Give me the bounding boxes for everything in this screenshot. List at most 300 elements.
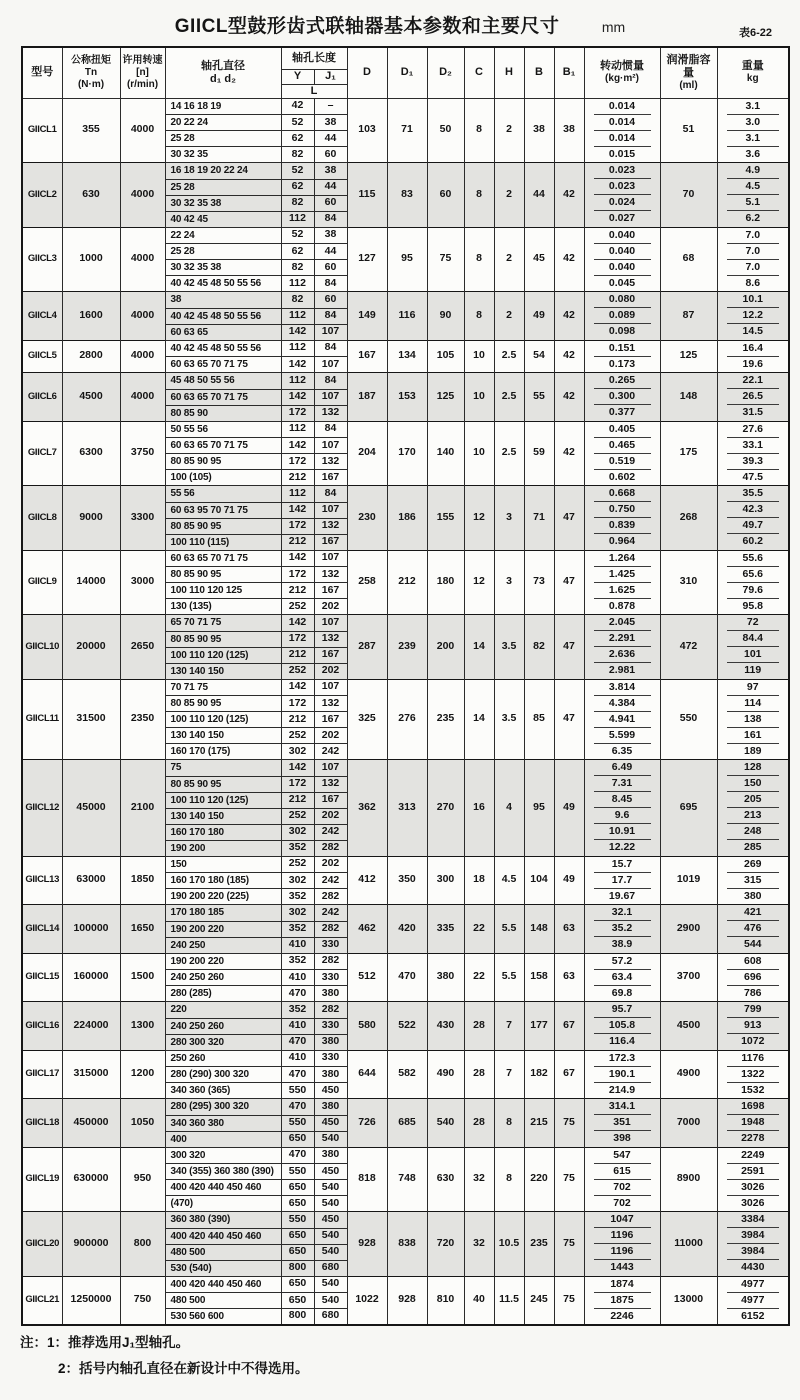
weight-value: 4977: [727, 1293, 780, 1309]
inertia-cell: [584, 1180, 660, 1196]
length-y-cell: 650: [281, 1276, 314, 1293]
weight-value: 7.0: [727, 244, 780, 260]
bore-diameter-cell: (470): [165, 1196, 281, 1212]
table-row: [22, 615, 789, 632]
length-j1-cell: 282: [314, 953, 347, 970]
inertia-value: 0.040: [594, 244, 651, 260]
dim-D1-cell: 83: [387, 163, 427, 228]
weight-value: 2591: [727, 1164, 780, 1180]
inertia-cell: [584, 131, 660, 147]
weight-value: 1176: [727, 1051, 780, 1067]
dim-D1-cell: 350: [387, 856, 427, 905]
weight-value: 2249: [727, 1148, 780, 1164]
header-C: C: [464, 47, 494, 98]
inertia-value: 0.040: [594, 260, 651, 276]
length-y-cell: 172: [281, 405, 314, 421]
speed-cell: 1050: [120, 1099, 165, 1148]
length-j1-cell: 84: [314, 486, 347, 503]
inertia-value: 0.015: [608, 147, 636, 160]
inertia-cell: [584, 1131, 660, 1147]
length-j1-cell: 84: [314, 421, 347, 438]
bore-diameter-cell: 250 260: [165, 1050, 281, 1067]
length-y-cell: 82: [281, 195, 314, 211]
table-row: [22, 1147, 789, 1164]
weight-value: 269: [727, 857, 780, 873]
length-y-cell: 62: [281, 244, 314, 260]
weight-value: 65.6: [727, 567, 780, 583]
bore-diameter-cell: 280 (290) 300 320: [165, 1067, 281, 1083]
bore-diameter-cell: 280 (285): [165, 986, 281, 1002]
length-j1-cell: 450: [314, 1212, 347, 1229]
inertia-value: 1196: [594, 1244, 651, 1260]
inertia-value: 10.91: [594, 824, 651, 840]
inertia-value: 1.264: [594, 551, 651, 567]
weight-cell: [717, 1212, 789, 1229]
model-cell: GIICL2: [22, 163, 62, 228]
length-j1-cell: 107: [314, 550, 347, 567]
length-j1-cell: 132: [314, 567, 347, 583]
weight-value: 150: [727, 776, 780, 792]
dim-D1-cell: 582: [387, 1050, 427, 1099]
inertia-cell: [584, 340, 660, 357]
dim-B-cell: 148: [524, 905, 554, 954]
weight-value: 4.5: [727, 179, 780, 195]
length-y-cell: 172: [281, 631, 314, 647]
weight-cell: [717, 292, 789, 309]
bore-diameter-cell: 300 320: [165, 1147, 281, 1164]
bore-diameter-cell: 38: [165, 292, 281, 309]
weight-value: 39.3: [727, 454, 780, 470]
inertia-value: 8.45: [594, 792, 651, 808]
inertia-value: 702: [613, 1196, 631, 1209]
dim-H-cell: 4.5: [494, 856, 524, 905]
length-j1-cell: 540: [314, 1131, 347, 1147]
speed-cell: 4000: [120, 163, 165, 228]
weight-cell: [717, 227, 789, 244]
inertia-cell: [584, 889, 660, 905]
dim-B-cell: 73: [524, 550, 554, 615]
inertia-cell: [584, 663, 660, 679]
inertia-cell: [584, 679, 660, 696]
grease-cell: 2900: [660, 905, 717, 954]
weight-value: 786: [743, 986, 762, 999]
dim-D-cell: 362: [347, 760, 387, 857]
model-cell: GIICL13: [22, 856, 62, 905]
length-y-cell: 52: [281, 227, 314, 244]
weight-cell: [717, 1164, 789, 1180]
length-y-cell: 550: [281, 1115, 314, 1131]
unit-label: mm: [601, 19, 626, 35]
inertia-value: 0.014: [594, 131, 651, 147]
inertia-value: 5.599: [594, 728, 651, 744]
dim-D2-cell: 335: [427, 905, 464, 954]
dim-H-cell: 8: [494, 1099, 524, 1148]
header-speed: 许用转速 [n] (r/min): [120, 47, 165, 98]
length-j1-cell: 242: [314, 905, 347, 922]
header-D: D: [347, 47, 387, 98]
note-2: 2：括号内轴孔直径在新设计中不得选用。: [58, 1361, 309, 1376]
bore-diameter-cell: 100 110 (115): [165, 534, 281, 550]
inertia-cell: [584, 115, 660, 131]
bore-diameter-cell: 280 (295) 300 320: [165, 1099, 281, 1116]
inertia-value: 0.377: [608, 406, 636, 419]
weight-value: 205: [727, 792, 780, 808]
dim-D2-cell: 490: [427, 1050, 464, 1099]
length-j1-cell: 242: [314, 873, 347, 889]
torque-cell: 31500: [62, 679, 120, 760]
inertia-value: 35.2: [594, 921, 651, 937]
dim-D2-cell: 300: [427, 856, 464, 905]
bore-diameter-cell: 60 63 65: [165, 324, 281, 340]
inertia-value: 19.67: [608, 889, 636, 902]
table-row: [22, 486, 789, 503]
bore-diameter-cell: 80 85 90: [165, 405, 281, 421]
inertia-value: 190.1: [594, 1067, 651, 1083]
inertia-value: 172.3: [594, 1051, 651, 1067]
inertia-value: 38.9: [611, 938, 633, 951]
inertia-value: 0.045: [608, 276, 636, 289]
dim-B1-cell: 42: [554, 340, 584, 373]
length-j1-cell: 38: [314, 115, 347, 131]
inertia-cell: [584, 163, 660, 180]
dim-B-cell: 71: [524, 486, 554, 551]
weight-cell: [717, 889, 789, 905]
length-j1-cell: 450: [314, 1083, 347, 1099]
inertia-cell: [584, 1099, 660, 1116]
bore-diameter-cell: 60 63 65 70 71 75: [165, 389, 281, 405]
weight-value: 4430: [741, 1261, 765, 1274]
inertia-value: 702: [594, 1180, 651, 1196]
bore-diameter-cell: 100 110 120 (125): [165, 792, 281, 808]
dim-D-cell: 167: [347, 340, 387, 373]
model-cell: GIICL1: [22, 98, 62, 163]
weight-cell: [717, 211, 789, 227]
grease-cell: 11000: [660, 1212, 717, 1277]
weight-value: 1698: [727, 1099, 780, 1115]
length-y-cell: 212: [281, 470, 314, 486]
header-length-y: Y: [281, 69, 314, 84]
inertia-value: 95.7: [594, 1002, 651, 1018]
length-j1-cell: 540: [314, 1180, 347, 1196]
length-j1-cell: 330: [314, 1018, 347, 1034]
length-j1-cell: 380: [314, 1147, 347, 1164]
inertia-value: 351: [594, 1115, 651, 1131]
bore-diameter-cell: 25 28: [165, 131, 281, 147]
length-y-cell: 650: [281, 1180, 314, 1196]
grease-cell: 148: [660, 373, 717, 422]
torque-cell: 6300: [62, 421, 120, 486]
dim-C-cell: 28: [464, 1050, 494, 1099]
inertia-value: 1874: [594, 1277, 651, 1293]
dim-D1-cell: 470: [387, 953, 427, 1002]
dim-C-cell: 10: [464, 340, 494, 373]
inertia-cell: [584, 1164, 660, 1180]
weight-cell: [717, 728, 789, 744]
weight-cell: [717, 599, 789, 615]
header-model: 型号: [22, 47, 62, 98]
dim-D1-cell: 239: [387, 615, 427, 680]
weight-cell: [717, 454, 789, 470]
weight-value: 47.5: [742, 470, 763, 483]
bore-diameter-cell: 25 28: [165, 179, 281, 195]
dim-H-cell: 3.5: [494, 679, 524, 760]
weight-value: 128: [727, 760, 780, 776]
grease-cell: 8900: [660, 1147, 717, 1212]
dim-B1-cell: 49: [554, 856, 584, 905]
weight-cell: [717, 195, 789, 211]
speed-cell: 3300: [120, 486, 165, 551]
length-j1-cell: 540: [314, 1276, 347, 1293]
dim-H-cell: 3: [494, 550, 524, 615]
table-row: [22, 856, 789, 873]
weight-cell: [717, 953, 789, 970]
length-y-cell: 470: [281, 1067, 314, 1083]
inertia-value: 1047: [594, 1212, 651, 1228]
weight-value: 608: [727, 954, 780, 970]
weight-value: 189: [743, 744, 762, 757]
dim-H-cell: 4: [494, 760, 524, 857]
bore-diameter-cell: 40 42 45: [165, 211, 281, 227]
dim-C-cell: 8: [464, 98, 494, 163]
weight-value: 114: [727, 696, 780, 712]
table-row: [22, 421, 789, 438]
grease-cell: 87: [660, 292, 717, 341]
bore-diameter-cell: 190 200 220: [165, 921, 281, 937]
dim-H-cell: 3: [494, 486, 524, 551]
bore-diameter-cell: 22 24: [165, 227, 281, 244]
inertia-cell: [584, 292, 660, 309]
weight-cell: [717, 470, 789, 486]
inertia-cell: [584, 599, 660, 615]
bore-diameter-cell: 190 200: [165, 840, 281, 856]
torque-cell: 20000: [62, 615, 120, 680]
dim-D1-cell: 186: [387, 486, 427, 551]
grease-cell: 51: [660, 98, 717, 163]
inertia-cell: [584, 195, 660, 211]
weight-cell: [717, 663, 789, 679]
length-j1-cell: 60: [314, 195, 347, 211]
dim-B1-cell: 63: [554, 905, 584, 954]
dim-D2-cell: 630: [427, 1147, 464, 1212]
dim-H-cell: 5.5: [494, 905, 524, 954]
weight-cell: [717, 1147, 789, 1164]
torque-cell: 224000: [62, 1002, 120, 1051]
length-j1-cell: 330: [314, 937, 347, 953]
dim-D2-cell: 75: [427, 227, 464, 292]
weight-value: 913: [727, 1018, 780, 1034]
bore-diameter-cell: 160 170 (175): [165, 744, 281, 760]
weight-cell: [717, 1293, 789, 1309]
length-y-cell: 302: [281, 824, 314, 840]
inertia-cell: [584, 712, 660, 728]
dim-B1-cell: 47: [554, 486, 584, 551]
inertia-cell: [584, 1050, 660, 1067]
length-y-cell: 410: [281, 937, 314, 953]
table-row: [22, 1099, 789, 1116]
inertia-cell: [584, 647, 660, 663]
inertia-cell: [584, 1083, 660, 1099]
inertia-value: 0.668: [594, 486, 651, 502]
torque-cell: 4500: [62, 373, 120, 422]
length-j1-cell: 680: [314, 1260, 347, 1276]
inertia-cell: [584, 244, 660, 260]
inertia-value: 1.425: [594, 567, 651, 583]
weight-cell: [717, 631, 789, 647]
length-j1-cell: 242: [314, 824, 347, 840]
dim-B-cell: 245: [524, 1276, 554, 1325]
model-cell: GIICL9: [22, 550, 62, 615]
bore-diameter-cell: 80 85 90 95: [165, 696, 281, 712]
inertia-cell: [584, 615, 660, 632]
table-row: [22, 953, 789, 970]
weight-cell: [717, 824, 789, 840]
dim-B1-cell: 63: [554, 953, 584, 1002]
weight-cell: [717, 905, 789, 922]
length-y-cell: 212: [281, 792, 314, 808]
inertia-value: 32.1: [594, 905, 651, 921]
weight-cell: [717, 438, 789, 454]
speed-cell: 4000: [120, 340, 165, 373]
length-y-cell: 212: [281, 712, 314, 728]
header-bore-length: 轴孔长度: [281, 47, 347, 69]
inertia-value: 116.4: [609, 1035, 635, 1048]
dim-B1-cell: 38: [554, 98, 584, 163]
inertia-value: 0.602: [608, 470, 636, 483]
weight-value: 3.1: [727, 99, 780, 115]
length-y-cell: 352: [281, 921, 314, 937]
grease-cell: 175: [660, 421, 717, 486]
length-y-cell: 252: [281, 599, 314, 615]
weight-cell: [717, 1067, 789, 1083]
dim-D1-cell: 420: [387, 905, 427, 954]
length-j1-cell: 84: [314, 276, 347, 292]
bore-diameter-cell: 100 (105): [165, 470, 281, 486]
inertia-cell: [584, 389, 660, 405]
dim-B-cell: 177: [524, 1002, 554, 1051]
length-y-cell: 112: [281, 308, 314, 324]
table-header: [22, 47, 789, 98]
inertia-cell: [584, 454, 660, 470]
dim-B1-cell: 75: [554, 1276, 584, 1325]
weight-value: 84.4: [727, 631, 780, 647]
inertia-cell: [584, 1293, 660, 1309]
length-y-cell: 650: [281, 1293, 314, 1309]
bore-diameter-cell: 16 18 19 20 22 24: [165, 163, 281, 180]
bore-diameter-cell: 160 170 180: [165, 824, 281, 840]
length-y-cell: 252: [281, 808, 314, 824]
dim-D1-cell: 134: [387, 340, 427, 373]
dim-D1-cell: 522: [387, 1002, 427, 1051]
length-j1-cell: 167: [314, 583, 347, 599]
weight-value: 213: [727, 808, 780, 824]
length-j1-cell: 282: [314, 840, 347, 856]
title-bar: [0, 0, 800, 44]
inertia-value: 0.465: [594, 438, 651, 454]
length-j1-cell: 282: [314, 1002, 347, 1019]
length-j1-cell: 84: [314, 308, 347, 324]
bore-diameter-cell: 480 500: [165, 1293, 281, 1309]
weight-cell: [717, 518, 789, 534]
inertia-cell: [584, 1309, 660, 1325]
length-j1-cell: 44: [314, 179, 347, 195]
length-y-cell: 172: [281, 454, 314, 470]
length-y-cell: 212: [281, 647, 314, 663]
bore-diameter-cell: 60 63 65 70 71 75: [165, 438, 281, 454]
inertia-value: 0.089: [594, 308, 651, 324]
speed-cell: 4000: [120, 227, 165, 292]
dim-B1-cell: 75: [554, 1147, 584, 1212]
dim-C-cell: 18: [464, 856, 494, 905]
length-y-cell: 212: [281, 583, 314, 599]
length-y-cell: 410: [281, 970, 314, 986]
header-length-l: L: [281, 84, 347, 98]
table-row: [22, 760, 789, 777]
length-y-cell: 550: [281, 1212, 314, 1229]
inertia-cell: [584, 1147, 660, 1164]
dim-B-cell: 182: [524, 1050, 554, 1099]
length-j1-cell: 202: [314, 663, 347, 679]
weight-cell: [717, 1244, 789, 1260]
bore-diameter-cell: 150: [165, 856, 281, 873]
length-y-cell: 302: [281, 873, 314, 889]
length-y-cell: 800: [281, 1309, 314, 1325]
inertia-cell: [584, 696, 660, 712]
length-y-cell: 470: [281, 986, 314, 1002]
bore-diameter-cell: 40 42 45 48 50 55 56: [165, 308, 281, 324]
model-cell: GIICL17: [22, 1050, 62, 1099]
inertia-cell: [584, 776, 660, 792]
inertia-value: 547: [594, 1148, 651, 1164]
length-j1-cell: 107: [314, 324, 347, 340]
length-j1-cell: 282: [314, 889, 347, 905]
weight-cell: [717, 179, 789, 195]
weight-cell: [717, 1131, 789, 1147]
table-body: [22, 98, 789, 1325]
torque-cell: 45000: [62, 760, 120, 857]
dim-D1-cell: 170: [387, 421, 427, 486]
inertia-value: 0.839: [594, 518, 651, 534]
bore-diameter-cell: 40 42 45 48 50 55 56: [165, 340, 281, 357]
length-y-cell: 142: [281, 550, 314, 567]
length-y-cell: 142: [281, 324, 314, 340]
weight-cell: [717, 808, 789, 824]
speed-cell: 4000: [120, 373, 165, 422]
model-cell: GIICL21: [22, 1276, 62, 1325]
bore-diameter-cell: 80 85 90 95: [165, 776, 281, 792]
inertia-cell: [584, 567, 660, 583]
dim-B-cell: 158: [524, 953, 554, 1002]
length-y-cell: 142: [281, 615, 314, 632]
bore-diameter-cell: 70 71 75: [165, 679, 281, 696]
table-row: [22, 98, 789, 115]
dim-H-cell: 2: [494, 227, 524, 292]
dim-B1-cell: 42: [554, 227, 584, 292]
weight-cell: [717, 1180, 789, 1196]
inertia-value: 1875: [594, 1293, 651, 1309]
dim-D1-cell: 838: [387, 1212, 427, 1277]
model-cell: GIICL6: [22, 373, 62, 422]
length-j1-cell: 202: [314, 808, 347, 824]
inertia-cell: [584, 324, 660, 340]
inertia-cell: [584, 438, 660, 454]
model-cell: GIICL20: [22, 1212, 62, 1277]
bore-diameter-cell: 25 28: [165, 244, 281, 260]
bore-diameter-cell: 80 85 90 95: [165, 567, 281, 583]
inertia-cell: [584, 953, 660, 970]
grease-cell: 68: [660, 227, 717, 292]
inertia-cell: [584, 470, 660, 486]
weight-value: 95.8: [742, 599, 763, 612]
